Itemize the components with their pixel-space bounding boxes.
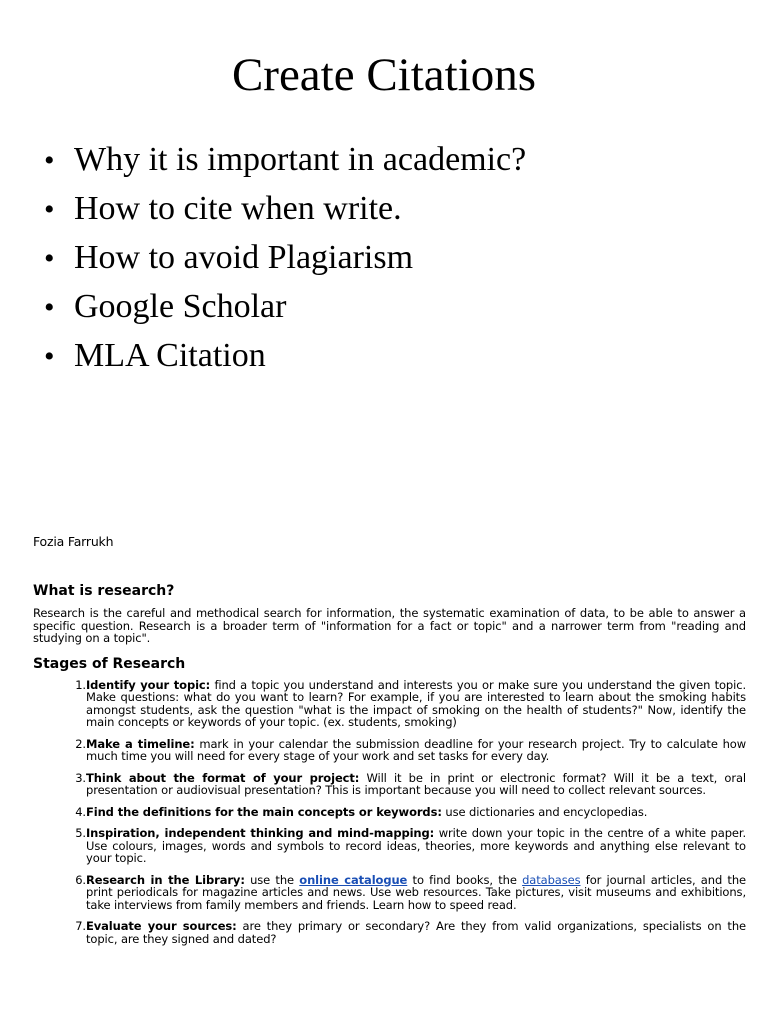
stage-item <box>33 806 746 819</box>
doc-intro: Research is the careful and methodical search for information, the systematic examination of data, to be able to answer a specific question. Research is a broader term of "information for a fact or topic" and a narrower term from "reading and studying on a topic". <box>33 606 746 645</box>
bullet-dot: • <box>44 242 55 275</box>
stage-body <box>86 679 746 729</box>
stage-item <box>33 738 746 763</box>
stage-item <box>33 874 746 912</box>
stage-lead: Make a timeline: <box>86 736 195 751</box>
stage-number: 6. <box>75 872 86 887</box>
research-document <box>33 582 746 954</box>
stage-text: to find books, the <box>407 872 523 887</box>
stage-text: for journal articles, and the print periodicals for magazine articles and news. Use web resources. Take pictures, visit museums and exhibitions, take interviews from family members and friends. Learn how to speed read. <box>86 872 746 912</box>
stages-list <box>33 679 746 946</box>
stage-body <box>86 827 746 865</box>
stage-text: use dictionaries and encyclopedias. <box>441 804 648 819</box>
stage-number: 5. <box>75 826 86 840</box>
bullet-text: MLA Citation <box>74 337 266 374</box>
stage-body <box>86 806 647 819</box>
bullet-item <box>44 332 526 381</box>
bullet-item <box>44 136 526 185</box>
stage-body <box>86 738 746 763</box>
stage-number: 1. <box>75 677 86 692</box>
stage-item <box>33 827 746 865</box>
author-name: Fozia Farrukh <box>33 534 114 549</box>
bullet-item <box>44 185 526 234</box>
stage-text: use the <box>244 872 300 887</box>
bullet-dot: • <box>44 340 55 373</box>
stage-lead: Research in the Library: <box>86 872 245 887</box>
databases-link[interactable]: databases <box>522 872 581 887</box>
stage-lead: Think about the format of your project: <box>86 770 360 785</box>
bullet-dot: • <box>44 291 55 324</box>
stage-text: are they primary or secondary? Are they from valid organizations, specialists on the topic, are they signed and dated? <box>86 919 746 946</box>
stage-text: write down your topic in the centre of a white paper. Use colours, images, words and symbols to record ideas, theories, more keywords and anything else relevant to your topic. <box>86 826 747 865</box>
bullet-text: How to cite when write. <box>74 190 402 227</box>
stage-text: mark in your calendar the submission deadline for your research project. Try to calculate how much time you will need for every stage of your work and set tasks for every day. <box>86 736 746 763</box>
bullet-text: Google Scholar <box>74 288 287 325</box>
stage-body <box>86 920 746 945</box>
stage-lead: Identify your topic: <box>86 677 211 692</box>
stage-body <box>86 874 746 912</box>
bullet-item <box>44 283 526 332</box>
stage-item <box>33 920 746 945</box>
doc-heading: What is research? <box>33 583 175 599</box>
stage-item <box>33 679 746 729</box>
bullet-item <box>44 234 526 283</box>
stage-body <box>86 772 746 797</box>
stage-text: find a topic you understand and interests you or make sure you understand the given topic. Make questions: what do you want to learn? For example, if you are interested to learn about the smoking habits amongst students, ask the question "what is the impact of smoking on the health of students?" Now, identify the main concepts or keywords of your topic. (ex. students, smoking) <box>86 677 747 729</box>
stages-heading: Stages of Research <box>33 655 186 672</box>
slide-title: Create Citations <box>231 49 537 101</box>
stage-number: 2. <box>75 736 86 751</box>
bullet-list <box>44 136 526 381</box>
stage-number: 4. <box>75 804 86 819</box>
stage-item <box>33 772 746 797</box>
online-catalogue-link[interactable]: online catalogue <box>299 872 408 887</box>
bullet-dot: • <box>44 144 55 177</box>
bullet-text: Why it is important in academic? <box>74 141 527 178</box>
stage-lead: Inspiration, independent thinking and mind-mapping: <box>86 826 435 840</box>
stage-lead: Find the definitions for the main concepts or keywords: <box>86 804 442 819</box>
stage-number: 3. <box>75 770 86 785</box>
bullet-text: How to avoid Plagiarism <box>74 239 414 276</box>
stage-lead: Evaluate your sources: <box>86 919 237 933</box>
bullet-dot: • <box>44 193 55 226</box>
stage-number: 7. <box>75 919 86 933</box>
stage-text: Will it be in print or electronic format? Will it be a text, oral presentation or audiovisual presentation? This is important because you will need to collect relevant sources. <box>86 770 746 797</box>
